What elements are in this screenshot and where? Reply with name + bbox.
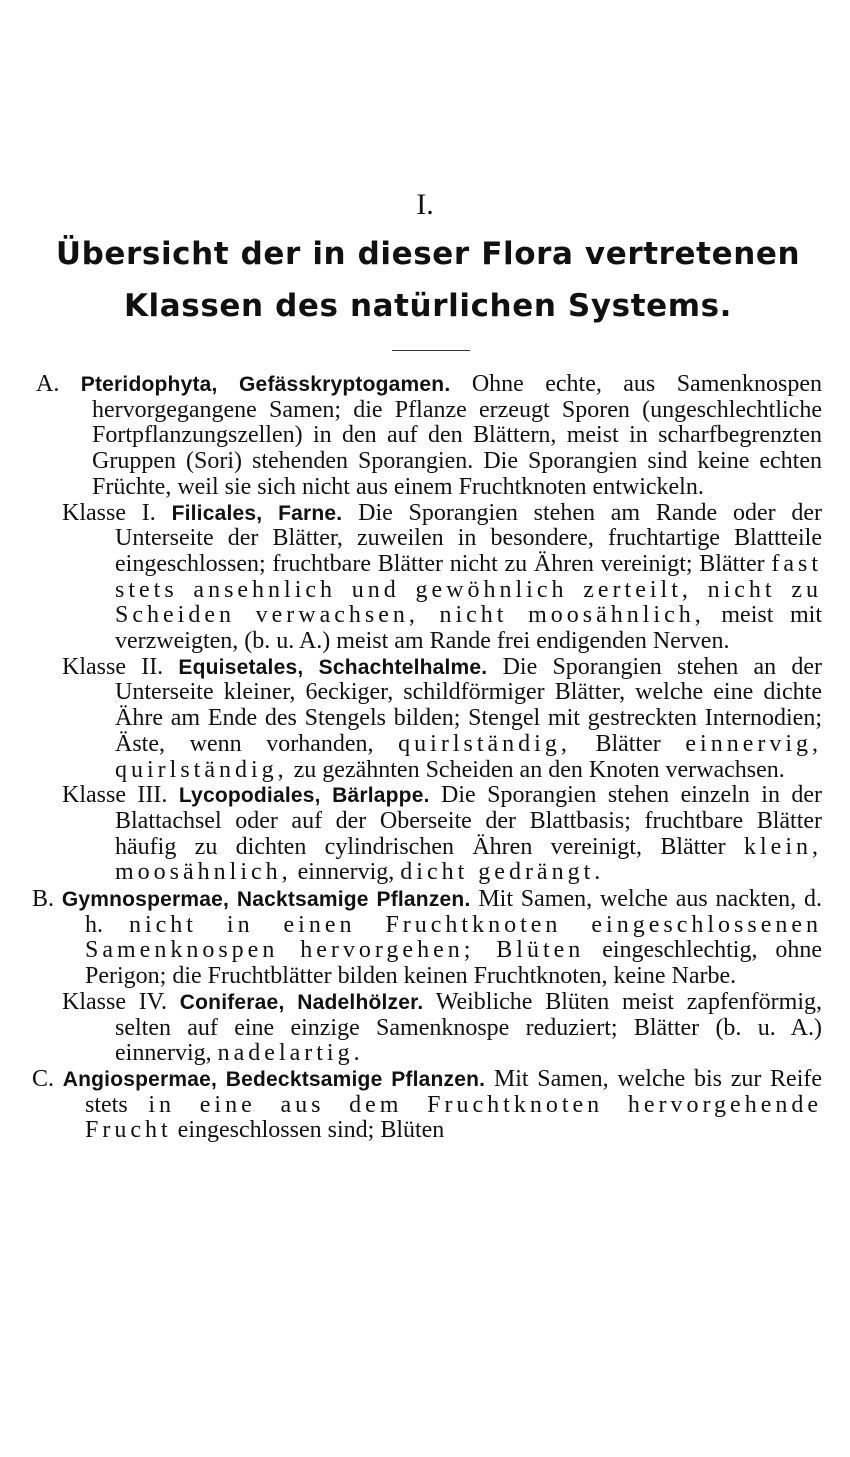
section-heading: Gymnospermae, Nacktsamige Pflanzen. [61, 888, 471, 912]
class-text: Die Sporangien stehen am Rande oder der Unterseite der Blätter, zuweilen in besondere, fruchtartige Blattteile eingeschlossen; fruchtbare Blätter nicht zu Ähren vereinigt; Blätter [115, 499, 823, 577]
class-text: Die Sporangien stehen an der Unterseite kleiner, 6eckiger, schildförmiger Blätter, welche eine dichte Ähre am Ende des Stengels bilden; Stengel mit gestreckten Internodien; Äste, wenn vorhanden, [115, 653, 823, 757]
class-label: Klasse IV. [62, 988, 167, 1015]
section-text: Mit Samen, welche bis zur Reife stets [85, 1065, 823, 1118]
chapter-title-line2: Klassen des natürlichen Systems. [123, 288, 733, 324]
section-heading: Angiospermae, Bedecktsamige Pflanzen. [62, 1067, 486, 1091]
class-text: Die Sporangien stehen einzeln in der Blattachsel oder auf der Oberseite der Blattbasis; fruchtbare Blätter häufig zu dichten cylindrischen Ähren vereinigt, Blätter [115, 782, 823, 860]
page-body [0, 372, 850, 1144]
class-text-spaced: nadelartig. [217, 1040, 364, 1067]
chapter-title [28, 228, 828, 332]
class-2 [0, 655, 850, 784]
section-label: B. [32, 886, 55, 913]
section-heading: Pteridophyta, Gefässkryptogamen. [80, 373, 451, 396]
chapter-title-line1: Übersicht der in dieser Flora vertretenen [55, 236, 801, 272]
section-b [0, 887, 850, 990]
class-4 [0, 990, 850, 1067]
class-text: einnervig, [297, 859, 395, 886]
class-text: Blätter [595, 730, 661, 757]
class-3 [0, 783, 850, 886]
class-heading: Equisetales, Schachtelhalme. [178, 655, 488, 679]
section-text: Mit Samen, welche aus nackten, d. h. [85, 886, 822, 938]
title-divider [392, 350, 470, 351]
class-text-spaced: dicht gedrängt. [400, 859, 605, 886]
section-text: eingeschlossen sind; Blüten [177, 1117, 445, 1144]
section-label: C. [32, 1065, 55, 1092]
class-heading: Lycopodiales, Bärlappe. [178, 784, 430, 808]
section-text: Ohne echte, aus Samenknospen hervorgegangene Samen; die Pflanze erzeugt Sporen (ungeschlechtliche Fortpflanzungszellen) in den auf den Blättern, meist in scharfbegrenzten Gruppen (Sori) stehenden Sporangien. Die Sporangien sind keine echten Früchte, weil sie sich nicht aus einem Fruchtknoten entwickeln. [92, 371, 823, 500]
section-c [0, 1067, 850, 1144]
class-label: Klasse III. [62, 782, 168, 809]
class-text-spaced: klein, moosähnlich, [115, 833, 822, 886]
class-heading: Filicales, Farne. [171, 501, 343, 525]
section-a [0, 372, 850, 501]
class-text-spaced: fast stets ansehnlich und gewöhnlich zerteilt, nicht zu Scheiden verwachsen, nicht moosähnlich, [115, 550, 823, 629]
chapter-number: I. [416, 188, 434, 221]
class-heading: Coniferae, Nadelhölzer. [179, 990, 424, 1014]
class-text-spaced: einnervig, quirlständig, [115, 730, 823, 783]
section-text-spaced: nicht in einen Fruchtknoten eingeschlossenen Samenknospen hervorgehen; Blüten [85, 911, 822, 964]
class-text: zu gezähnten Scheiden an den Knoten verwachsen. [293, 756, 785, 783]
section-label: A. [36, 371, 60, 397]
section-text-spaced: in eine aus dem Fruchtknoten hervorgehende Frucht [85, 1091, 823, 1144]
class-label: Klasse I. [62, 499, 156, 526]
class-label: Klasse II. [62, 653, 164, 680]
section-text: eingeschlechtig, ohne Perigon; die Fruchtblätter bilden keinen Fruchtknoten, keine Narbe. [85, 937, 823, 990]
class-text: Weibliche Blüten meist zapfenförmig, selten auf eine einzige Samenknospe reduziert; Blätter (b. u. A.) einnervig, [115, 988, 823, 1067]
class-1 [0, 501, 850, 655]
class-text-spaced: quirlständig, [398, 730, 571, 757]
class-text: meist mit verzweigten, (b. u. A.) meist am Rande frei endigenden Nerven. [115, 602, 822, 655]
